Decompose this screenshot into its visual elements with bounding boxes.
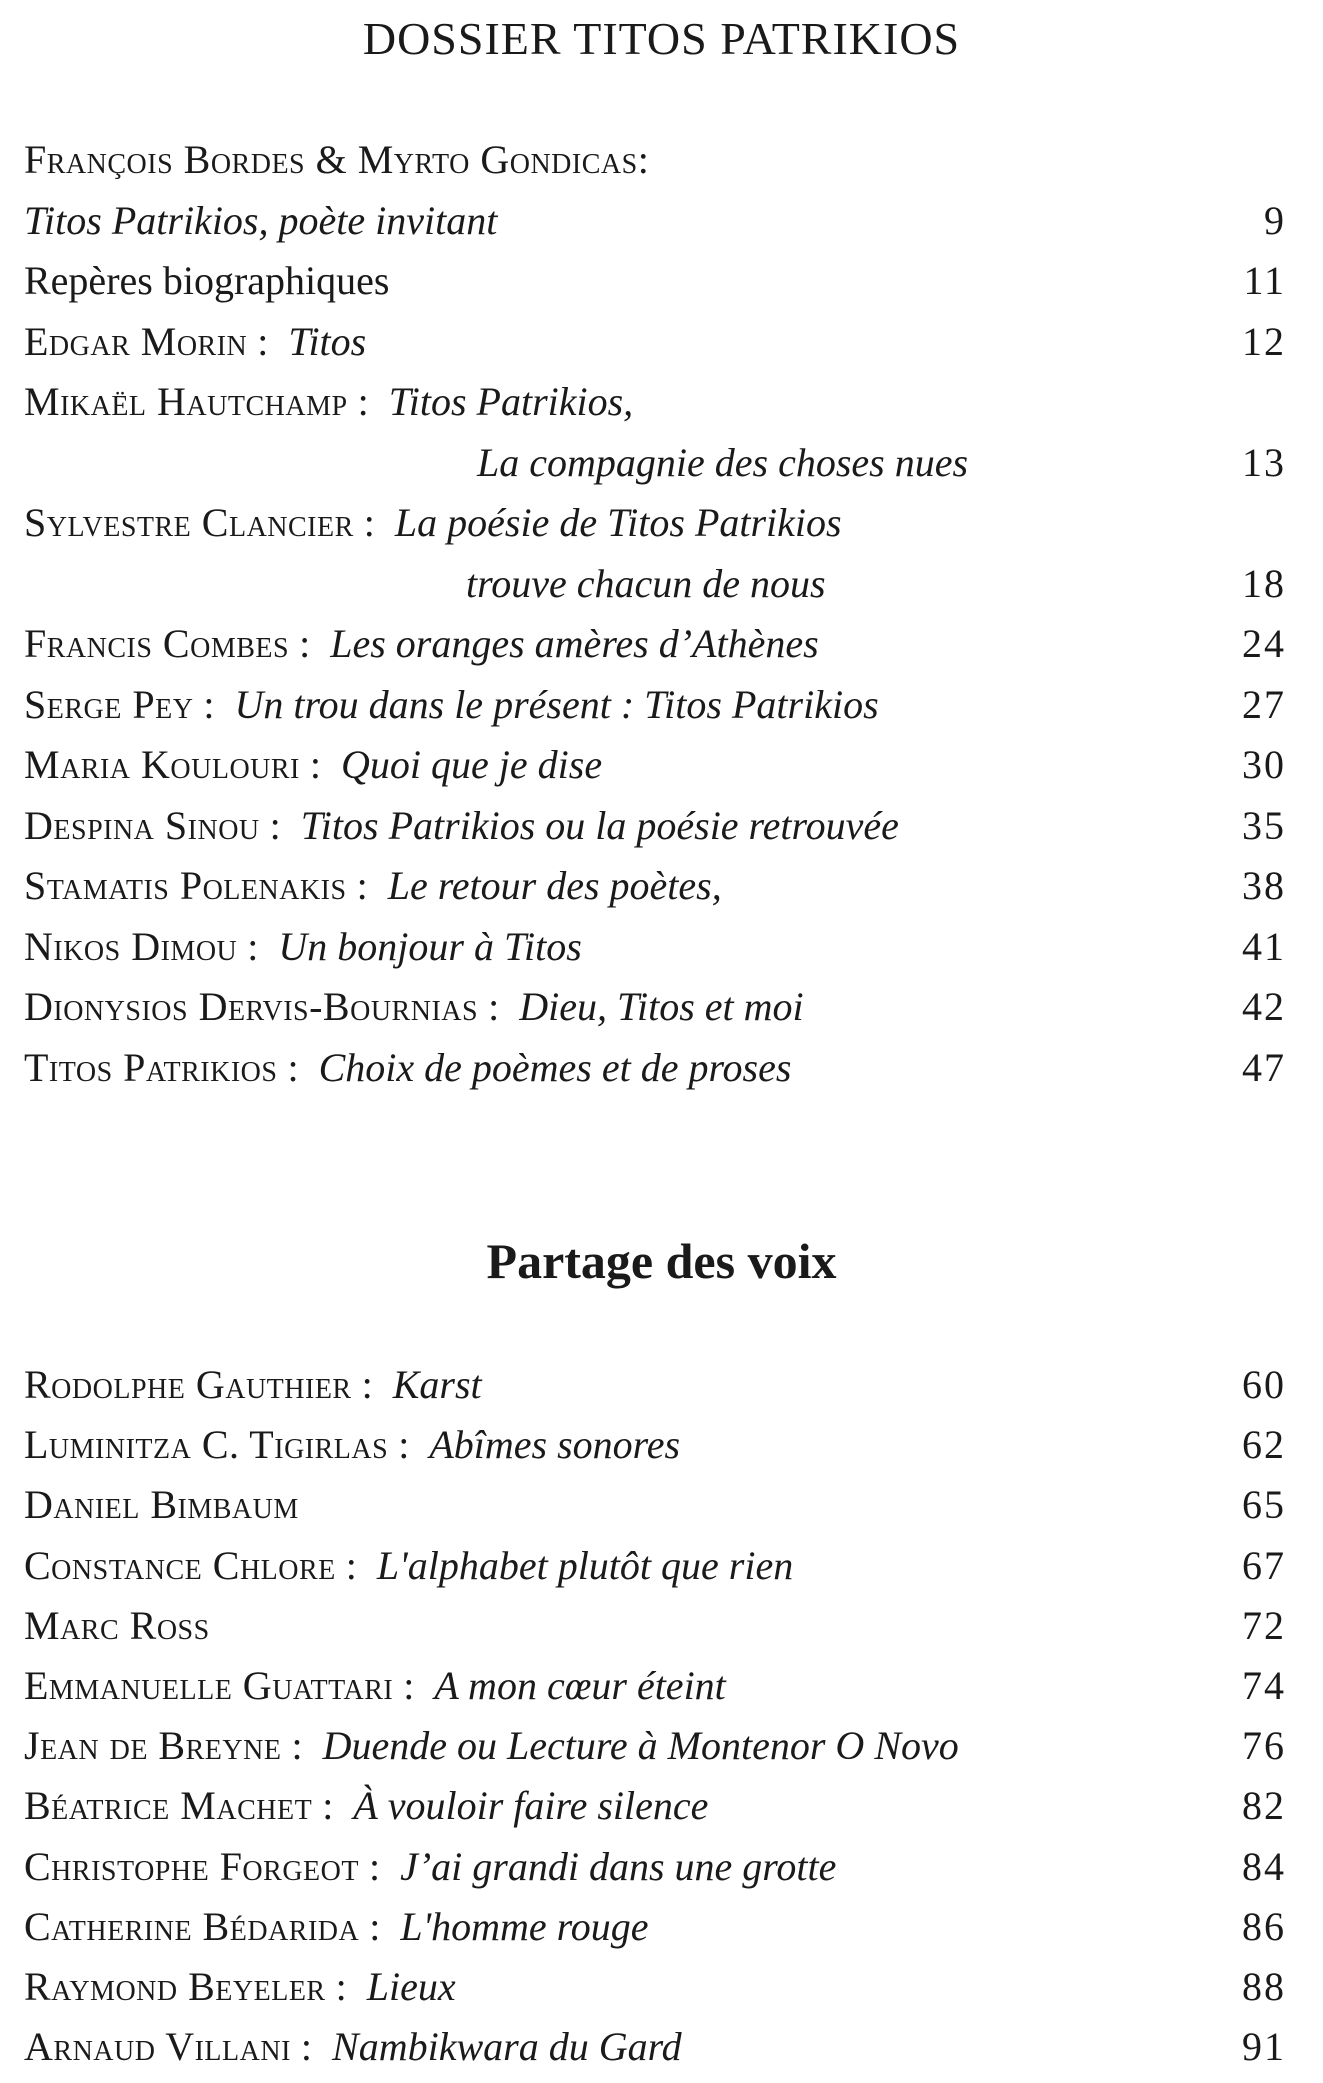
toc-page-number: 38 — [1242, 863, 1286, 908]
toc-author: Emmanuelle Guattari — [24, 1662, 394, 1708]
toc-work-title: Un trou dans le présent : Titos Patrikios — [234, 681, 879, 727]
toc-page-number: 74 — [1242, 1662, 1286, 1708]
toc-separator: : — [290, 2024, 313, 2070]
toc-separator: : — [637, 137, 649, 182]
toc-author: Dionysios Dervis-Bournias — [24, 984, 479, 1029]
toc-page-number: 30 — [1242, 742, 1286, 787]
toc-entry — [24, 191, 1286, 252]
toc-page-number: 47 — [1242, 1044, 1286, 1090]
toc-page-number: 27 — [1242, 681, 1286, 727]
toc-work-title: A mon cœur éteint — [434, 1662, 726, 1708]
toc-entry — [24, 493, 1286, 554]
toc-page-number: 86 — [1242, 1903, 1286, 1949]
toc-work-title: La poésie de Titos Patrikios — [394, 500, 842, 545]
toc-entry — [24, 1716, 1286, 1776]
partage-section-title: Partage des voix — [486, 1233, 837, 1289]
toc-page-number: 84 — [1242, 1843, 1286, 1889]
toc-separator: : — [325, 1963, 347, 2009]
toc-work-title: À vouloir faire silence — [353, 1783, 709, 1829]
toc-page-number: 42 — [1242, 984, 1286, 1029]
dossier-toc-list — [24, 130, 1286, 1098]
toc-author: Nikos Dimou — [24, 923, 238, 969]
toc-work-title: Le retour des poètes, — [387, 863, 722, 908]
toc-separator: : — [193, 681, 215, 727]
toc-entry-continuation — [24, 554, 1286, 615]
toc-work-title: Duende ou Lecture à Montenor O Novo — [322, 1723, 959, 1769]
toc-author: Serge Pey — [24, 681, 194, 727]
toc-entry — [24, 130, 1286, 191]
toc-work-title: Dieu, Titos et moi — [519, 984, 804, 1029]
toc-entry — [24, 1536, 1286, 1596]
toc-entry — [24, 1897, 1286, 1957]
toc-page-number: 62 — [1242, 1422, 1286, 1468]
partage-toc-list — [24, 1355, 1286, 2077]
toc-author: Daniel Bimbaum — [24, 1482, 299, 1528]
toc-separator: : — [353, 500, 375, 545]
toc-page-number: 11 — [1243, 258, 1286, 303]
toc-entry — [24, 1355, 1286, 1415]
toc-author: Marc Ross — [24, 1602, 210, 1648]
toc-author: Christophe Forgeot — [24, 1843, 359, 1889]
toc-entry — [24, 372, 1286, 433]
toc-author: Jean de Breyne — [24, 1723, 282, 1769]
toc-separator: : — [289, 621, 311, 666]
toc-page-number: 24 — [1242, 621, 1286, 666]
toc-entry — [24, 312, 1286, 373]
toc-page-number: 60 — [1242, 1362, 1286, 1407]
toc-page-number: 72 — [1242, 1602, 1286, 1648]
toc-separator: : — [346, 863, 368, 908]
toc-page-number: 67 — [1242, 1542, 1286, 1588]
toc-entry — [24, 1596, 1286, 1656]
toc-page-number: 82 — [1242, 1783, 1286, 1829]
toc-page-number: 12 — [1242, 318, 1286, 364]
toc-separator: : — [351, 1362, 373, 1407]
toc-work-title: Abîmes sonores — [429, 1422, 681, 1468]
toc-work-title: Un bonjour à Titos — [278, 923, 582, 969]
toc-entry — [24, 796, 1286, 857]
toc-author: Catherine Bédarida — [24, 1903, 360, 1949]
toc-work-title: Titos — [288, 318, 367, 364]
toc-separator: : — [393, 1662, 415, 1708]
toc-separator: : — [347, 379, 369, 424]
toc-separator: : — [237, 923, 259, 969]
toc-entry — [24, 614, 1286, 675]
toc-entry-continuation — [24, 433, 1286, 494]
toc-entry — [24, 675, 1286, 736]
toc-entry — [24, 1656, 1286, 1716]
toc-entry — [24, 251, 1286, 312]
toc-page-number: 35 — [1242, 802, 1286, 848]
toc-entry — [24, 1957, 1286, 2017]
toc-entry — [24, 856, 1286, 917]
toc-separator: : — [259, 802, 281, 848]
toc-page-number: 9 — [1264, 197, 1286, 243]
toc-page-number: 91 — [1242, 2024, 1286, 2070]
toc-separator: : — [359, 1903, 381, 1949]
toc-work-title: Karst — [392, 1362, 482, 1407]
toc-entry — [24, 1038, 1286, 1099]
toc-author: Titos Patrikios — [24, 1044, 278, 1090]
toc-entry — [24, 917, 1286, 978]
toc-work-title: Titos Patrikios, — [388, 379, 634, 424]
toc-author: Francis Combes — [24, 621, 290, 666]
toc-separator: : — [299, 742, 322, 787]
toc-separator: : — [335, 1542, 357, 1588]
toc-author: François Bordes & Myrto Gondicas — [24, 137, 638, 182]
toc-entry — [24, 2017, 1286, 2077]
toc-page-number: 65 — [1242, 1482, 1286, 1528]
toc-work-title: Titos Patrikios ou la poésie retrouvée — [300, 802, 899, 848]
toc-entry — [24, 735, 1286, 796]
toc-page-number: 41 — [1242, 923, 1286, 969]
toc-author: Despina Sinou — [24, 802, 260, 848]
toc-work-title: Choix de poèmes et de proses — [318, 1044, 792, 1090]
toc-work-title: Nambikwara du Gard — [332, 2024, 682, 2070]
toc-separator: : — [312, 1783, 334, 1829]
toc-work-title: J’ai grandi dans une grotte — [400, 1843, 837, 1889]
toc-page-number: 13 — [1242, 439, 1286, 485]
toc-author: Constance Chlore — [24, 1542, 336, 1588]
toc-separator: : — [277, 1044, 299, 1090]
toc-separator: : — [247, 318, 269, 364]
toc-author: Arnaud Villani — [24, 2024, 291, 2070]
toc-separator: : — [478, 984, 500, 1029]
toc-entry — [24, 1837, 1286, 1897]
toc-work-title: Les oranges amères d’Athènes — [330, 621, 819, 666]
toc-work-title: trouve chacun de nous — [466, 560, 826, 606]
toc-author: Raymond Beyeler — [24, 1963, 326, 2009]
toc-page-number: 18 — [1242, 560, 1286, 606]
toc-author: Béatrice Machet — [24, 1783, 313, 1829]
toc-author: Luminitza C. Tigirlas — [24, 1422, 389, 1468]
toc-entry — [24, 977, 1286, 1038]
toc-work-title: Lieux — [366, 1963, 456, 2009]
toc-work-title: Quoi que je dise — [341, 742, 603, 787]
toc-author: Sylvestre Clancier — [24, 500, 354, 545]
toc-author: Mikaël Hautchamp — [24, 379, 348, 424]
toc-page-number: 88 — [1242, 1963, 1286, 2009]
toc-work-title: L'alphabet plutôt que rien — [376, 1542, 794, 1588]
toc-author: Stamatis Polenakis — [24, 863, 347, 908]
toc-work-title: L'homme rouge — [400, 1903, 649, 1949]
toc-author: Maria Koulouri — [24, 742, 300, 787]
toc-work-title: Titos Patrikios, poète invitant — [24, 197, 498, 243]
toc-entry — [24, 1776, 1286, 1836]
toc-entry — [24, 1415, 1286, 1475]
dossier-section-title: DOSSIER TITOS PATRIKIOS — [362, 13, 961, 64]
toc-plain-title: Repères biographiques — [24, 258, 390, 303]
toc-page-number: 76 — [1242, 1723, 1286, 1769]
toc-entry — [24, 1475, 1286, 1535]
toc-author: Edgar Morin — [24, 318, 248, 364]
toc-separator: : — [281, 1723, 303, 1769]
toc-separator: : — [358, 1843, 381, 1889]
toc-work-title: La compagnie des choses nues — [477, 439, 969, 485]
toc-separator: : — [388, 1422, 410, 1468]
toc-author: Rodolphe Gauthier — [24, 1362, 352, 1407]
